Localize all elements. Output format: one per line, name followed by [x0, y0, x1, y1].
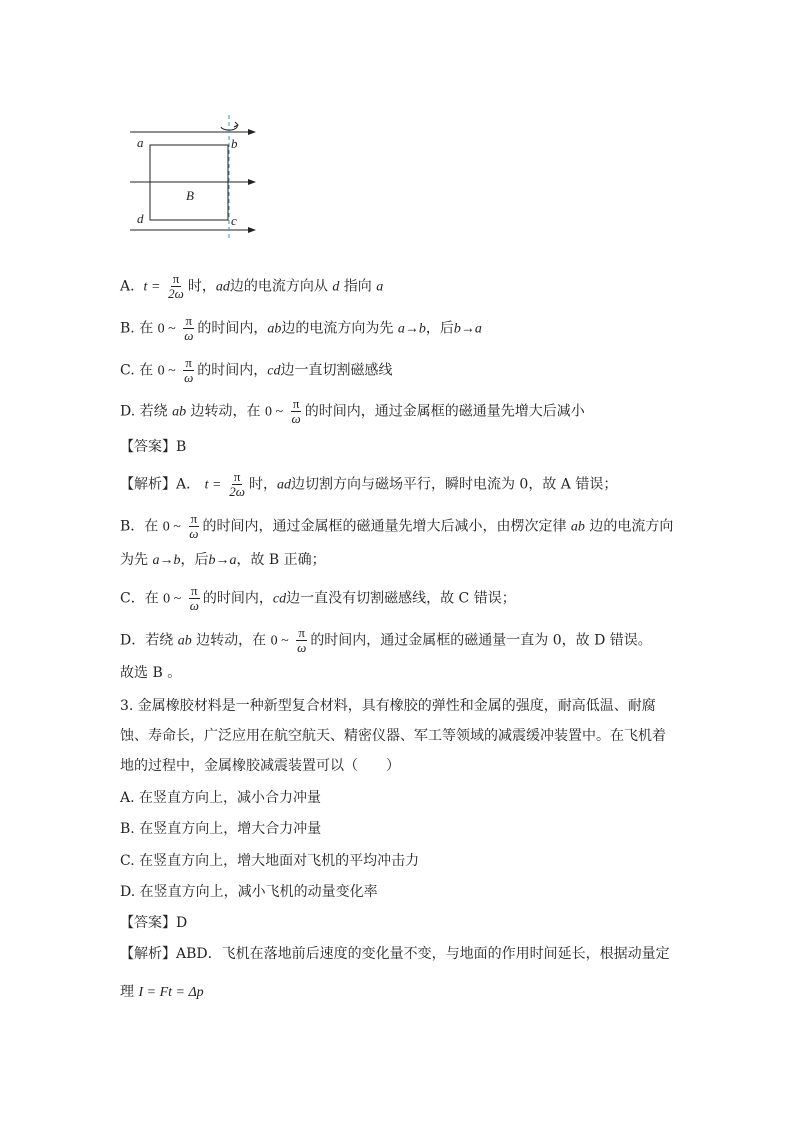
q3-option-b: B. 在竖直方向上，增大合力冲量	[120, 821, 322, 837]
answer-q2: 【答案】B	[120, 439, 187, 455]
q3-option-c: C. 在竖直方向上，增大地面对飞机的平均冲击力	[120, 853, 420, 869]
label-c: c	[231, 213, 237, 228]
label-B: B	[186, 188, 194, 203]
option-d: D. 若绕 ab 边转动，在 0 ~ $\frac{\pi}{\omega}$ 的时间内，通过金属框的磁通量先增大后减小	[120, 396, 585, 426]
q3-answer: 【答案】D	[120, 915, 188, 931]
option-c: C. 在 0 ~ $\frac{\pi}{\omega}$ 的时间内，cd边一直切割磁感线	[120, 355, 393, 385]
q3-analysis-line1: 【解析】ABD．飞机在落地前后速度的变化量不变，与地面的作用时间延长，根据动量定	[120, 946, 670, 962]
choice-q2: 故选 B 。	[120, 665, 182, 681]
q3-line1: 3. 金属橡胶材料是一种新型复合材料，具有橡胶的弹性和金属的强度，耐高低温、耐腐	[120, 698, 656, 714]
label-d: d	[137, 211, 144, 226]
analysis-d: D．若绕 ab 边转动，在 0 ~ $\frac{\pi}{\omega}$ 的时间内，通过金属框的磁通量一直为 0，故 D 错误。	[120, 625, 652, 655]
q3-option-a: A. 在竖直方向上，减小合力冲量	[120, 790, 322, 806]
option-a: A. t = $\frac{\pi}{2\omega}$ 时，ad边的电流方向从 d 指向 a	[120, 271, 384, 301]
analysis-a: 【解析】A． t = $\frac{\pi}{2\omega}$ 时，ad边切割方向与磁场平行，瞬时电流为 0，故 A 错误；	[120, 469, 618, 499]
magnetic-field-figure	[125, 115, 265, 240]
label-a: a	[137, 135, 144, 150]
label-b: b	[231, 136, 238, 151]
q3-line3: 地的过程中，金属橡胶减震装置可以（ ）	[120, 758, 400, 774]
option-b: B. 在 0 ~ $\frac{\pi}{\omega}$ 的时间内，ab边的电流方向为先 a→b，后b→a	[120, 313, 482, 343]
analysis-c: C．在 0 ~ $\frac{\pi}{\omega}$ 的时间内，cd边一直没有切割磁感线，故 C 错误；	[120, 583, 516, 613]
q3-analysis-line2: 理 I = Ft = Δp	[120, 984, 204, 1000]
analysis-b-line1: B．在 0 ~ $\frac{\pi}{\omega}$ 的时间内，通过金属框的磁通量先增大后减小，由楞次定律 ab 边的电流方向	[120, 511, 674, 541]
q3-line2: 蚀、寿命长，广泛应用在航空航天、精密仪器、军工等领域的减震缓冲装置中。在飞机着	[120, 728, 666, 744]
analysis-b-line2: 为先 a→b，后b→a，故 B 正确；	[120, 552, 326, 568]
q3-option-d: D. 在竖直方向上，减小飞机的动量变化率	[120, 884, 378, 900]
momentum-formula: I = Ft = Δp	[138, 985, 204, 1000]
